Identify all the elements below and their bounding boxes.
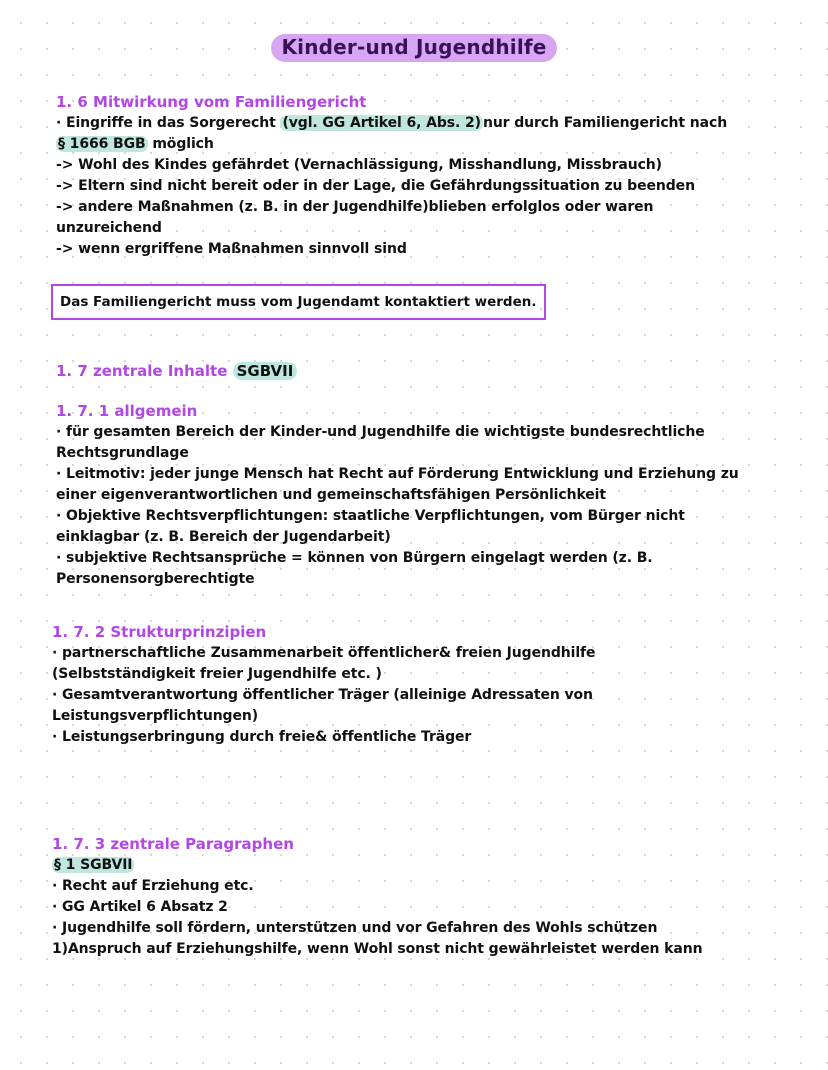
section-1-7-2-line: Leistungsverpflichtungen): [52, 708, 259, 724]
section-1-7-heading: [56, 361, 828, 382]
section-1-7-3-line: · Jugendhilfe soll fördern, unterstützen und vor Gefahren des Wohls schützen: [52, 920, 658, 936]
section-1-6-line-3: -> Wohl des Kindes gefährdet (Vernachlässigung, Misshandlung, Missbrauch): [56, 157, 662, 173]
section-1-7-3-line: · Recht auf Erziehung etc.: [52, 878, 254, 894]
callout-box: Das Familiengericht muss vom Jugendamt kontaktiert werden.: [51, 284, 546, 320]
section-1-7-2-heading: 1. 7. 2 Strukturprinzipien: [52, 623, 267, 641]
section-1-7-3-line: 1)Anspruch auf Erziehungshilfe, wenn Wohl sonst nicht gewährleistet werden kann: [52, 941, 703, 957]
section-1-6-line-1: [56, 113, 828, 134]
section-1-6-line-6: unzureichend: [56, 220, 162, 236]
highlight-sgb-label: SGBVII: [233, 362, 298, 380]
text-run: 1. 7 zentrale Inhalte: [56, 362, 233, 380]
section-1-7-1-line: · Objektive Rechtsverpflichtungen: staatliche Verpflichtungen, vom Bürger nicht: [56, 508, 685, 524]
section-1-7-3-heading: 1. 7. 3 zentrale Paragraphen: [52, 835, 294, 853]
highlight-bgb-paragraph: § 1666 BGB: [58, 136, 146, 152]
text-run: · Eingriffe in das Sorgerecht: [56, 115, 281, 131]
section-1-7-1-line: Personensorgberechtigte: [56, 571, 255, 587]
highlight-legal-reference: (vgl. GG Artikel 6, Abs. 2): [282, 115, 481, 131]
section-1-7: [56, 361, 828, 382]
section-1-7-1-line: · Leitmotiv: jeder junge Mensch hat Recht auf Förderung Entwicklung und Erziehung zu: [56, 466, 739, 482]
section-1-6-line-7: -> wenn ergriffene Maßnahmen sinnvoll sind: [56, 241, 407, 257]
section-1-7-1-line: · für gesamten Bereich der Kinder-und Jugendhilfe die wichtigste bundesrechtliche: [56, 424, 705, 440]
section-1-7-2-line: (Selbstständigkeit freier Jugendhilfe etc. ): [52, 666, 382, 682]
page-title: Kinder-und Jugendhilfe: [271, 34, 556, 62]
highlight-sgb-paragraph: § 1 SGBVII: [54, 857, 133, 873]
section-1-7-2-line: · Leistungserbringung durch freie& öffentliche Träger: [52, 729, 472, 745]
section-1-7-1-line: einklagbar (z. B. Bereich der Jugendarbeit): [56, 529, 391, 545]
text-run: nur durch Familiengericht nach: [482, 115, 728, 131]
section-1-7-1-line: · subjektive Rechtsansprüche = können von Bürgern eingelagt werden (z. B.: [56, 550, 653, 566]
section-1-7-1: [56, 401, 828, 590]
section-1-6-line-5: -> andere Maßnahmen (z. B. in der Jugendhilfe)blieben erfolglos oder waren: [56, 199, 654, 215]
title-wrap: [0, 34, 828, 62]
section-1-7-2-line: · Gesamtverantwortung öffentlicher Träger (alleinige Adressaten von: [52, 687, 593, 703]
section-1-6: [56, 92, 828, 260]
section-1-7-2-line: · partnerschaftliche Zusammenarbeit öffentlicher& freien Jugendhilfe: [52, 645, 596, 661]
section-1-7-1-line: einer eigenverantwortlichen und gemeinschaftsfähigen Persönlichkeit: [56, 487, 606, 503]
section-1-7-2: [52, 622, 828, 748]
section-1-7-3: [52, 834, 828, 960]
section-1-6-line-4: -> Eltern sind nicht bereit oder in der Lage, die Gefährdungssituation zu beenden: [56, 178, 695, 194]
section-1-7-3-line: · GG Artikel 6 Absatz 2: [52, 899, 228, 915]
section-1-7-1-line: Rechtsgrundlage: [56, 445, 189, 461]
text-run: möglich: [147, 136, 214, 152]
section-1-7-1-heading: 1. 7. 1 allgemein: [56, 402, 198, 420]
section-1-6-heading: 1. 6 Mitwirkung vom Familiengericht: [56, 93, 367, 111]
section-1-7-3-paragraph: [52, 855, 828, 876]
section-1-6-line-2: [56, 134, 828, 155]
